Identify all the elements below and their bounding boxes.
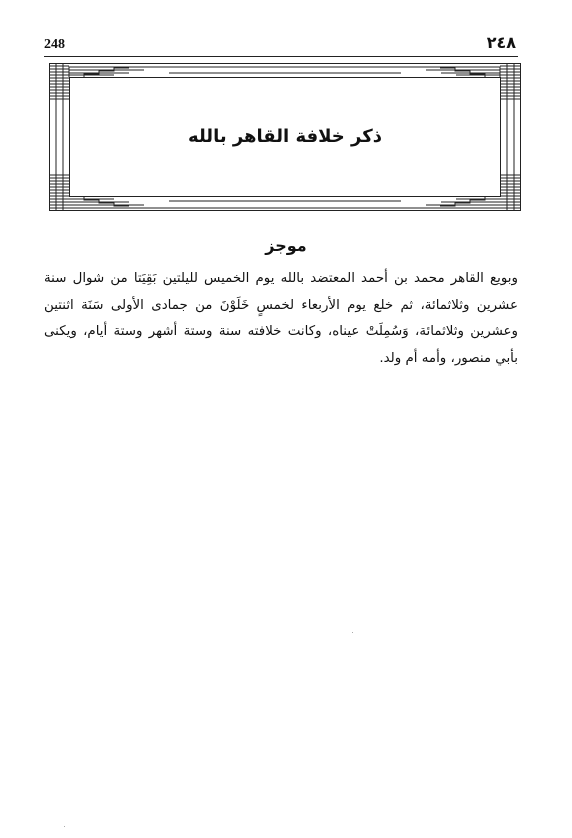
paragraph-line: بأبي منصور، وأمه أم ولد. bbox=[379, 350, 518, 366]
summary-paragraph bbox=[44, 266, 518, 372]
section-heading: موجز bbox=[265, 236, 307, 255]
paragraph-line: وعشرين وثلاثمائة، وَسُمِلَتْ عيناه، وكانت خلافته سنة وستة أشهر وستة أيام، ويكنى bbox=[44, 324, 518, 339]
paragraph-line: وبويع القاهر محمد بن أحمد المعتضد بالله يوم الخميس لليلتين بَقِيَتا من شوال سنة bbox=[44, 271, 518, 286]
chapter-title: ذكر خلافة القاهر بالله bbox=[188, 126, 382, 147]
page-number-latin: 248 bbox=[44, 37, 65, 52]
scan-speck bbox=[64, 826, 65, 827]
scan-speck bbox=[352, 632, 353, 633]
header-rule bbox=[44, 56, 518, 57]
paragraph-line: عشرين وثلاثمائة، ثم خلع يوم الأربعاء لخمسٍ خَلَوْنَ من جمادى الأولى سَنَة اثنتين bbox=[44, 297, 518, 313]
decorative-title-frame bbox=[49, 63, 521, 211]
page-number-arabic: ٢٤٨ bbox=[486, 33, 516, 52]
